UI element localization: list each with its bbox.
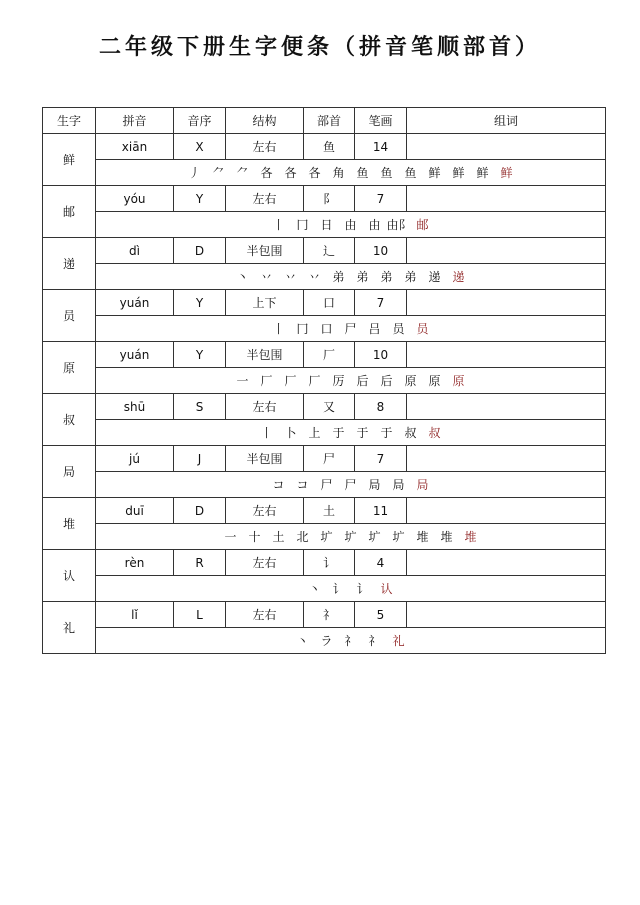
stroke-count-cell: 10: [355, 238, 407, 264]
stroke-step: 原: [428, 374, 441, 388]
stroke-step: 弟: [380, 270, 393, 284]
header-row: [43, 108, 606, 134]
stroke-step: 堆: [464, 530, 477, 544]
words-cell[interactable]: [407, 186, 606, 212]
stroke-order-row: [43, 160, 606, 186]
stroke-step: 圹: [344, 530, 357, 544]
stroke-step: 由阝: [386, 218, 411, 232]
stroke-step: 圹: [320, 530, 333, 544]
initial-cell: R: [174, 550, 226, 576]
stroke-order-cell: [96, 368, 606, 394]
stroke-step: 员: [392, 322, 405, 336]
stroke-step: 吕: [368, 322, 381, 336]
words-cell[interactable]: [407, 498, 606, 524]
structure-cell: 半包围: [226, 446, 304, 472]
stroke-step: 弟: [404, 270, 417, 284]
character-table: [42, 107, 606, 654]
stroke-step: 鱼: [404, 166, 417, 180]
stroke-step: ⺈: [212, 166, 225, 180]
stroke-step: 厂: [260, 374, 273, 388]
stroke-step: 后: [380, 374, 393, 388]
char-cell: 堆: [43, 498, 96, 550]
char-cell: 递: [43, 238, 96, 290]
initial-cell: J: [174, 446, 226, 472]
stroke-step: 后: [356, 374, 369, 388]
stroke-step: 丷: [308, 270, 321, 284]
stroke-count-cell: 7: [355, 186, 407, 212]
character-info-row: [43, 186, 606, 212]
initial-cell: X: [174, 134, 226, 160]
pinyin-cell: lǐ: [96, 602, 174, 628]
stroke-step: 土: [272, 530, 285, 544]
pinyin-cell: dì: [96, 238, 174, 264]
char-cell: 邮: [43, 186, 96, 238]
radical-cell: 厂: [304, 342, 355, 368]
stroke-step: 日: [320, 218, 333, 232]
stroke-order-cell: [96, 472, 606, 498]
stroke-count-cell: 7: [355, 446, 407, 472]
stroke-step: 鲜: [500, 166, 513, 180]
stroke-step: 叔: [404, 426, 417, 440]
char-cell: 局: [43, 446, 96, 498]
stroke-step: 礻: [368, 634, 381, 648]
stroke-step: 丶: [236, 270, 249, 284]
stroke-step: 丷: [260, 270, 273, 284]
char-cell: 叔: [43, 394, 96, 446]
words-cell[interactable]: [407, 446, 606, 472]
header-pinyin: 拼音: [96, 108, 174, 134]
stroke-step: 厂: [308, 374, 321, 388]
stroke-order-row: [43, 368, 606, 394]
structure-cell: 左右: [226, 498, 304, 524]
character-info-row: [43, 342, 606, 368]
stroke-step: 尸: [344, 322, 357, 336]
character-info-row: [43, 446, 606, 472]
structure-cell: 半包围: [226, 342, 304, 368]
words-cell[interactable]: [407, 342, 606, 368]
radical-cell: 辶: [304, 238, 355, 264]
stroke-step: 丿: [188, 166, 201, 180]
stroke-step: 十: [248, 530, 261, 544]
stroke-step: 叔: [428, 426, 441, 440]
stroke-step: 丶: [308, 582, 321, 596]
pinyin-cell: yóu: [96, 186, 174, 212]
character-info-row: [43, 498, 606, 524]
structure-cell: 左右: [226, 394, 304, 420]
char-cell: 员: [43, 290, 96, 342]
stroke-step: 礼: [392, 634, 405, 648]
stroke-step: 各: [284, 166, 297, 180]
radical-cell: 又: [304, 394, 355, 420]
stroke-count-cell: 4: [355, 550, 407, 576]
header-initial: 音序: [174, 108, 226, 134]
stroke-step: 讠: [332, 582, 345, 596]
stroke-order-cell: [96, 160, 606, 186]
stroke-step: 礻: [344, 634, 357, 648]
pinyin-cell: jú: [96, 446, 174, 472]
character-info-row: [43, 238, 606, 264]
stroke-count-cell: 11: [355, 498, 407, 524]
header-strokes: 笔画: [355, 108, 407, 134]
stroke-step: 原: [452, 374, 465, 388]
character-info-row: [43, 550, 606, 576]
structure-cell: 左右: [226, 186, 304, 212]
stroke-step: 鱼: [356, 166, 369, 180]
words-cell[interactable]: [407, 394, 606, 420]
stroke-order-row: [43, 212, 606, 238]
pinyin-cell: yuán: [96, 290, 174, 316]
header-words: 组词: [407, 108, 606, 134]
stroke-step: 冂: [296, 322, 309, 336]
stroke-step: 于: [332, 426, 345, 440]
stroke-step: 局: [392, 478, 405, 492]
radical-cell: 礻: [304, 602, 355, 628]
stroke-count-cell: 7: [355, 290, 407, 316]
page-title: 二年级下册生字便条（拼音笔顺部首）: [98, 35, 541, 60]
initial-cell: D: [174, 238, 226, 264]
char-cell: 鲜: [43, 134, 96, 186]
words-cell[interactable]: [407, 602, 606, 628]
pinyin-cell: shū: [96, 394, 174, 420]
stroke-step: 一: [236, 374, 249, 388]
stroke-step: 讠: [356, 582, 369, 596]
stroke-count-cell: 14: [355, 134, 407, 160]
pinyin-cell: rèn: [96, 550, 174, 576]
radical-cell: 口: [304, 290, 355, 316]
stroke-step: 于: [356, 426, 369, 440]
stroke-order-row: [43, 472, 606, 498]
stroke-step: ラ: [320, 634, 333, 648]
stroke-step: 原: [404, 374, 417, 388]
stroke-order-cell: [96, 524, 606, 550]
stroke-step: コ: [272, 478, 285, 492]
stroke-order-cell: [96, 628, 606, 654]
radical-cell: 讠: [304, 550, 355, 576]
stroke-step: 局: [416, 478, 429, 492]
stroke-step: 弟: [356, 270, 369, 284]
stroke-count-cell: 5: [355, 602, 407, 628]
words-cell[interactable]: [407, 290, 606, 316]
initial-cell: S: [174, 394, 226, 420]
radical-cell: 阝: [304, 186, 355, 212]
stroke-step: 邮: [416, 218, 429, 232]
stroke-step: コ: [296, 478, 309, 492]
structure-cell: 上下: [226, 290, 304, 316]
char-cell: 礼: [43, 602, 96, 654]
stroke-count-cell: 8: [355, 394, 407, 420]
stroke-step: 厉: [332, 374, 345, 388]
stroke-step: 局: [368, 478, 381, 492]
header-char: 生字: [43, 108, 96, 134]
initial-cell: Y: [174, 342, 226, 368]
character-info-row: [43, 602, 606, 628]
stroke-order-row: [43, 628, 606, 654]
stroke-step: 北: [296, 530, 309, 544]
char-cell: 原: [43, 342, 96, 394]
header-structure: 结构: [226, 108, 304, 134]
stroke-step: 弟: [332, 270, 345, 284]
words-cell[interactable]: [407, 134, 606, 160]
stroke-step: 口: [320, 322, 333, 336]
stroke-step: 丨: [260, 426, 273, 440]
stroke-order-row: [43, 420, 606, 446]
stroke-step: 冂: [296, 218, 309, 232]
header-radical: 部首: [304, 108, 355, 134]
stroke-step: 堆: [440, 530, 453, 544]
stroke-order-row: [43, 264, 606, 290]
character-info-row: [43, 290, 606, 316]
radical-cell: 尸: [304, 446, 355, 472]
stroke-step: 递: [452, 270, 465, 284]
initial-cell: Y: [174, 186, 226, 212]
stroke-order-row: [43, 524, 606, 550]
stroke-order-row: [43, 576, 606, 602]
stroke-step: 丶: [296, 634, 309, 648]
stroke-step: 堆: [416, 530, 429, 544]
stroke-step: 鲜: [428, 166, 441, 180]
stroke-step: 卜: [284, 426, 297, 440]
radical-cell: 土: [304, 498, 355, 524]
stroke-step: 上: [308, 426, 321, 440]
stroke-step: 丨: [272, 322, 285, 336]
stroke-step: 圹: [392, 530, 405, 544]
stroke-order-row: [43, 316, 606, 342]
initial-cell: D: [174, 498, 226, 524]
stroke-step: 角: [332, 166, 345, 180]
stroke-step: ⺈: [236, 166, 249, 180]
stroke-step: 厂: [284, 374, 297, 388]
stroke-step: 由: [368, 218, 381, 232]
stroke-step: 尸: [344, 478, 357, 492]
structure-cell: 左右: [226, 602, 304, 628]
pinyin-cell: yuán: [96, 342, 174, 368]
stroke-order-cell: [96, 576, 606, 602]
initial-cell: Y: [174, 290, 226, 316]
radical-cell: 鱼: [304, 134, 355, 160]
stroke-step: 圹: [368, 530, 381, 544]
character-info-row: [43, 394, 606, 420]
pinyin-cell: xiān: [96, 134, 174, 160]
stroke-count-cell: 10: [355, 342, 407, 368]
stroke-order-cell: [96, 212, 606, 238]
stroke-order-cell: [96, 420, 606, 446]
stroke-step: 丷: [284, 270, 297, 284]
stroke-step: 各: [308, 166, 321, 180]
stroke-step: 各: [260, 166, 273, 180]
char-cell: 认: [43, 550, 96, 602]
stroke-step: 鲜: [476, 166, 489, 180]
stroke-step: 一: [224, 530, 237, 544]
stroke-step: 鲜: [452, 166, 465, 180]
structure-cell: 左右: [226, 134, 304, 160]
stroke-step: 于: [380, 426, 393, 440]
stroke-order-cell: [96, 264, 606, 290]
stroke-step: 递: [428, 270, 441, 284]
words-cell[interactable]: [407, 550, 606, 576]
stroke-order-cell: [96, 316, 606, 342]
stroke-step: 由: [344, 218, 357, 232]
stroke-step: 认: [380, 582, 393, 596]
structure-cell: 半包围: [226, 238, 304, 264]
structure-cell: 左右: [226, 550, 304, 576]
character-info-row: [43, 134, 606, 160]
stroke-step: 员: [416, 322, 429, 336]
stroke-step: 鱼: [380, 166, 393, 180]
words-cell[interactable]: [407, 238, 606, 264]
stroke-step: 尸: [320, 478, 333, 492]
stroke-step: 丨: [272, 218, 285, 232]
initial-cell: L: [174, 602, 226, 628]
pinyin-cell: duī: [96, 498, 174, 524]
